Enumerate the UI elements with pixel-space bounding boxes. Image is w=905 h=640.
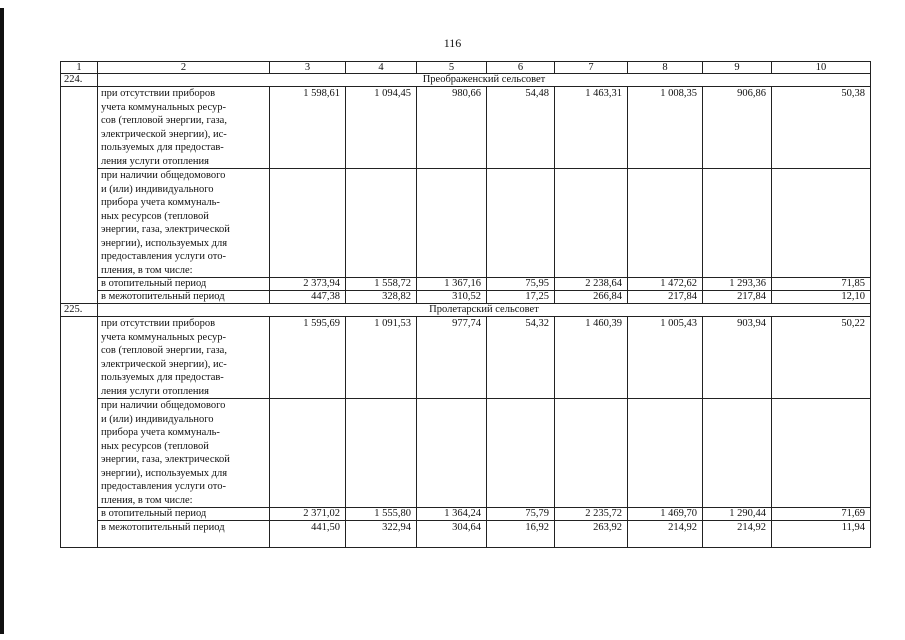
value-cell: 903,94	[703, 317, 772, 399]
value-cell: 1 008,35	[628, 87, 703, 169]
value-cell: 1 460,39	[555, 317, 628, 399]
section-name: Пролетарский сельсовет	[98, 304, 871, 317]
section-row	[61, 304, 871, 317]
row-label: при наличии общедомового и (или) индивидуального прибора учета коммуналь- ных ресурсов (тепловой энергии, газа, электрической энергии), используемых для предоставления услуги ото- пления, в том числе:	[98, 399, 270, 508]
value-cell	[772, 169, 871, 278]
column-header: 6	[487, 62, 555, 74]
column-header: 5	[417, 62, 487, 74]
tariff-table	[60, 61, 871, 548]
value-cell: 2 235,72	[555, 508, 628, 521]
value-cell: 1 293,36	[703, 278, 772, 291]
value-cell	[346, 169, 417, 278]
value-cell: 1 005,43	[628, 317, 703, 399]
section-id: 225.	[61, 304, 98, 317]
value-cell	[772, 399, 871, 508]
value-cell	[555, 399, 628, 508]
value-cell	[270, 399, 346, 508]
value-cell	[487, 399, 555, 508]
value-cell: 1 558,72	[346, 278, 417, 291]
column-header: 1	[61, 62, 98, 74]
value-cell: 1 367,16	[417, 278, 487, 291]
value-cell: 906,86	[703, 87, 772, 169]
value-cell: 266,84	[555, 291, 628, 304]
value-cell: 310,52	[417, 291, 487, 304]
value-cell: 322,94	[346, 521, 417, 548]
value-cell: 1 595,69	[270, 317, 346, 399]
table-row	[61, 87, 871, 169]
column-header: 7	[555, 62, 628, 74]
table-row	[61, 399, 871, 508]
value-cell: 977,74	[417, 317, 487, 399]
section-id-spacer	[61, 87, 98, 304]
value-cell: 1 290,44	[703, 508, 772, 521]
column-header: 2	[98, 62, 270, 74]
row-label: в отопительный период	[98, 278, 270, 291]
value-cell: 17,25	[487, 291, 555, 304]
value-cell	[346, 399, 417, 508]
value-cell	[703, 169, 772, 278]
table-row	[61, 317, 871, 399]
value-cell: 441,50	[270, 521, 346, 548]
value-cell: 447,38	[270, 291, 346, 304]
table-row	[61, 278, 871, 291]
value-cell	[417, 169, 487, 278]
column-header: 9	[703, 62, 772, 74]
value-cell: 1 463,31	[555, 87, 628, 169]
value-cell: 12,10	[772, 291, 871, 304]
value-cell: 1 469,70	[628, 508, 703, 521]
value-cell	[628, 399, 703, 508]
value-cell: 304,64	[417, 521, 487, 548]
value-cell: 75,79	[487, 508, 555, 521]
value-cell: 214,92	[703, 521, 772, 548]
value-cell: 263,92	[555, 521, 628, 548]
table-row	[61, 169, 871, 278]
section-row	[61, 74, 871, 87]
column-header: 8	[628, 62, 703, 74]
value-cell: 50,22	[772, 317, 871, 399]
row-label: в межотопительный период	[98, 521, 270, 548]
value-cell: 54,32	[487, 317, 555, 399]
column-header: 10	[772, 62, 871, 74]
row-label: в отопительный период	[98, 508, 270, 521]
value-cell: 50,38	[772, 87, 871, 169]
value-cell: 328,82	[346, 291, 417, 304]
value-cell: 54,48	[487, 87, 555, 169]
value-cell	[628, 169, 703, 278]
row-label: при отсутствии приборов учета коммунальных ресур- сов (тепловой энергии, газа, электрической энергии), ис- пользуемых для предостав- ления услуги отопления	[98, 87, 270, 169]
section-id: 224.	[61, 74, 98, 87]
value-cell	[270, 169, 346, 278]
value-cell: 71,69	[772, 508, 871, 521]
table-row	[61, 521, 871, 548]
row-label: при наличии общедомового и (или) индивидуального прибора учета коммуналь- ных ресурсов (тепловой энергии, газа, электрической энергии), используемых для предоставления услуги ото- пления, в том числе:	[98, 169, 270, 278]
value-cell	[417, 399, 487, 508]
value-cell: 217,84	[703, 291, 772, 304]
page-left-edge	[0, 8, 4, 634]
value-cell	[555, 169, 628, 278]
value-cell: 71,85	[772, 278, 871, 291]
value-cell: 16,92	[487, 521, 555, 548]
value-cell: 217,84	[628, 291, 703, 304]
value-cell: 980,66	[417, 87, 487, 169]
value-cell: 1 472,62	[628, 278, 703, 291]
column-numbers-row	[61, 62, 871, 74]
section-name: Преображенский сельсовет	[98, 74, 871, 87]
value-cell	[703, 399, 772, 508]
value-cell: 1 364,24	[417, 508, 487, 521]
row-label: в межотопительный период	[98, 291, 270, 304]
value-cell: 1 094,45	[346, 87, 417, 169]
row-label: при отсутствии приборов учета коммунальных ресур- сов (тепловой энергии, газа, электрической энергии), ис- пользуемых для предостав- ления услуги отопления	[98, 317, 270, 399]
value-cell	[487, 169, 555, 278]
value-cell: 75,95	[487, 278, 555, 291]
value-cell: 2 371,02	[270, 508, 346, 521]
section-id-spacer	[61, 317, 98, 548]
table-row	[61, 291, 871, 304]
value-cell: 1 091,53	[346, 317, 417, 399]
column-header: 3	[270, 62, 346, 74]
page-number: 116	[443, 36, 462, 50]
value-cell: 1 555,80	[346, 508, 417, 521]
column-header: 4	[346, 62, 417, 74]
table-row	[61, 508, 871, 521]
value-cell: 214,92	[628, 521, 703, 548]
value-cell: 2 238,64	[555, 278, 628, 291]
value-cell: 1 598,61	[270, 87, 346, 169]
value-cell: 11,94	[772, 521, 871, 548]
value-cell: 2 373,94	[270, 278, 346, 291]
